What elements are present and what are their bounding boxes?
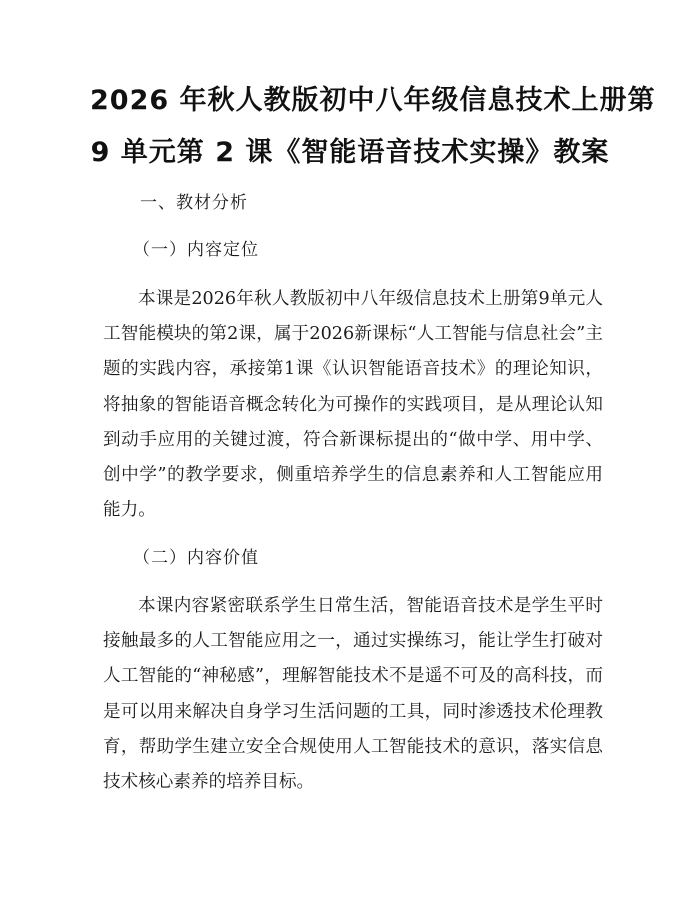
- document-title-line-2: 9 单元第 2 课《智能语音技术实操》教案: [90, 137, 610, 168]
- subsection-heading-content-value: （二）内容价值: [133, 548, 259, 568]
- section-heading-textbook-analysis: 一、教材分析: [140, 193, 248, 213]
- subsection-heading-content-positioning: （一）内容定位: [133, 240, 259, 260]
- paragraph-content-value: 本课内容紧密联系学生日常生活，智能语音技术是学生平时接触最多的人工智能应用之一，通过实操练习，能让学生打破对人工智能的“神秘感”，理解智能技术不是遥不可及的高科技，而是可以用来解决自身学习生活问题的工具，同时渗透技术伦理教育，帮助学生建立安全合规使用人工智能技术的意识，落实信息技术核心素养的培养目标。: [103, 596, 603, 793]
- paragraph-content-positioning: 本课是2026年秋人教版初中八年级信息技术上册第9单元人工智能模块的第2课，属于2026新课标“人工智能与信息社会”主题的实践内容，承接第1课《认识智能语音技术》的理论知识，将抽象的智能语音概念转化为可操作的实践项目，是从理论认知到动手应用的关键过渡，符合新课标提出的“做中学、用中学、创中学”的教学要求，侧重培养学生的信息素养和人工智能应用能力。: [103, 289, 603, 521]
- document-title-line-1: 2026 年秋人教版初中八年级信息技术上册第: [90, 85, 656, 116]
